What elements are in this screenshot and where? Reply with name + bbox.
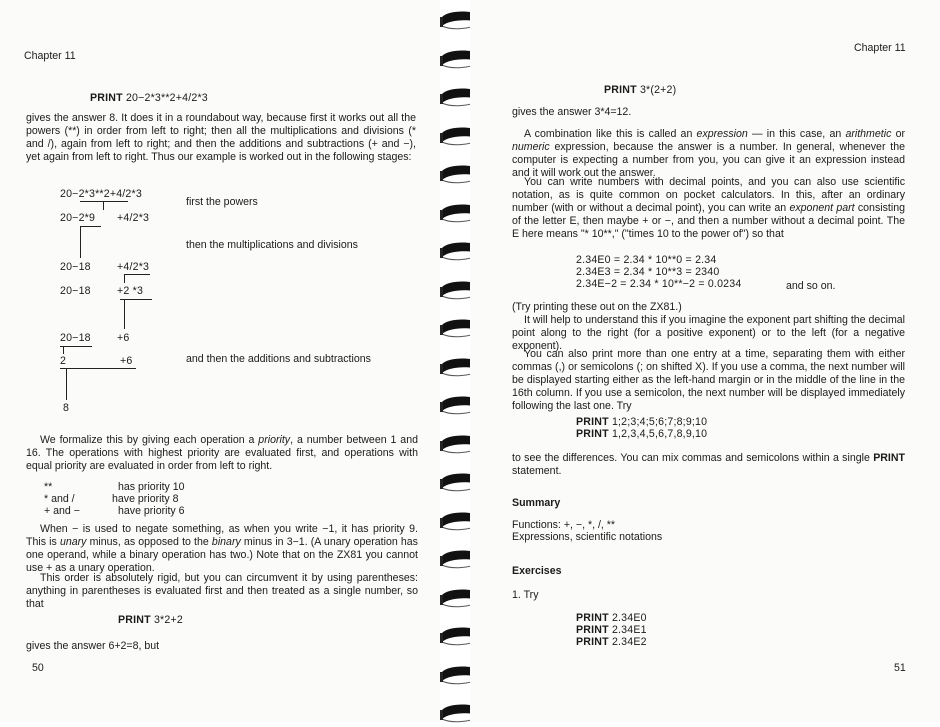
priority-value: has priority 10 <box>118 481 185 493</box>
bracket-line <box>103 201 104 210</box>
paragraph-separators: You can also print more than one entry at a time, separating them with either commas (,) or semicolons (; on shifted X). If you use a comma, the next number will be displayed starting either as the left-hand margin or in the middle of the line in the 16th column. If you use a semicolon, the next number will be displayed immediately following the last one. Try <box>512 348 905 412</box>
stage-4a: 20−18 <box>60 285 91 297</box>
bracket-line <box>124 274 150 275</box>
priority-value: have priority 8 <box>112 493 179 505</box>
priority-value: have priority 6 <box>118 505 185 517</box>
left-page <box>0 0 455 722</box>
print-command-3 <box>604 84 676 97</box>
bracket-line <box>124 274 125 283</box>
and-so-on: and so on. <box>786 280 836 292</box>
bracket-line <box>80 201 128 202</box>
chapter-header-left: Chapter 11 <box>24 50 76 62</box>
answer-line: gives the answer 3*4=12. <box>512 106 632 118</box>
paragraph-1: gives the answer 8. It does it in a roundabout way, because first it works out all the powers (**) in order from left to right; then all the multiplications and divisions (* and /), again from left to right; and then the additions and subtractions (+ and −), yet again from left to right. Thus our example is worked out in the following stages: <box>26 112 416 163</box>
summary-functions: Functions: +, −, *, /, ** <box>512 519 616 531</box>
summary-heading: Summary <box>512 497 561 509</box>
stage-7: 8 <box>63 402 70 414</box>
priority-op: * and / <box>44 493 75 505</box>
bracket-line <box>66 368 67 400</box>
print-command-5 <box>576 428 707 441</box>
print-keyword: PRINT <box>90 92 123 104</box>
stage-6a: 2 <box>60 355 67 367</box>
note-multiplications: then the multiplications and divisions <box>186 239 358 251</box>
exercises-heading: Exercises <box>512 565 562 577</box>
print-expression: 1;2;3;4;5;6;7;8;9;10 <box>611 416 708 428</box>
stage-1: 20−2*3**2+4/2*3 <box>60 188 142 200</box>
print-keyword: PRINT <box>118 614 151 626</box>
exercise-1: 1. Try <box>512 589 539 601</box>
bracket-line <box>63 346 64 354</box>
paragraph-answer: gives the answer 6+2=8, but <box>26 640 160 652</box>
paragraph-parentheses: This order is absolutely rigid, but you can circumvent it by using parentheses: anything in parentheses is evaluated first and then treated as a single number, so that <box>26 572 418 610</box>
stage-5a: 20−18 <box>60 332 91 344</box>
print-expression: 20−2*3**2+4/2*3 <box>125 92 208 104</box>
stage-4b: +2 *3 <box>117 285 144 297</box>
example-line: 2.34E0 = 2.34 * 10**0 = 2.34 <box>576 254 717 266</box>
print-keyword: PRINT <box>604 84 637 96</box>
bracket-line <box>80 226 81 258</box>
note-additions: and then the additions and subtractions <box>186 353 371 365</box>
exercise-command: PRINT 2.34E2 <box>576 636 647 648</box>
example-line: 2.34E3 = 2.34 * 10**3 = 2340 <box>576 266 720 278</box>
paragraph-mix: to see the differences. You can mix commas and semicolons within a single PRINT statement. <box>512 452 905 477</box>
print-expression: 3*2+2 <box>153 614 183 626</box>
stage-2a: 20−2*9 <box>60 212 96 224</box>
paragraph-exponent: It will help to understand this if you imagine the exponent part shifting the decimal point along to the right (for a positive exponent) or to the left (for a negative exponent). <box>512 314 906 352</box>
print-expression: 1,2,3,4,5,6,7,8,9,10 <box>611 428 708 440</box>
priority-op: + and − <box>44 505 80 517</box>
print-command-2 <box>118 614 183 627</box>
stage-3b: +4/2*3 <box>117 261 150 273</box>
right-page <box>470 0 940 722</box>
paragraph-try: (Try printing these out on the ZX81.) <box>512 301 682 313</box>
print-keyword: PRINT <box>576 428 609 440</box>
print-command-1 <box>90 92 208 105</box>
priority-op: ** <box>44 481 53 493</box>
bracket-line <box>124 299 125 329</box>
stage-2b: +4/2*3 <box>117 212 150 224</box>
paragraph-expression: A combination like this is called an expression — in this case, an arithmetic or numeric expression, because the answer is a number. In general, whenever the computer is expecting a number from you, you can give it an expression instead and it will work out the answer. <box>512 128 906 179</box>
exercise-command: PRINT 2.34E0 <box>576 612 647 624</box>
bracket-line <box>60 368 136 369</box>
paragraph-priority: We formalize this by giving each operation a priority, a number between 1 and 16. The operations with highest priority are evaluated first, and operations with equal priority are evaluated in order from left to right. <box>26 434 418 472</box>
stage-6b: +6 <box>120 355 133 367</box>
stage-5b: +6 <box>117 332 130 344</box>
exercise-command: PRINT 2.34E1 <box>576 624 647 636</box>
print-command-4 <box>576 416 707 429</box>
note-powers: first the powers <box>186 196 258 208</box>
bracket-line <box>80 226 101 227</box>
chapter-header-right: Chapter 11 <box>854 42 906 54</box>
example-line: 2.34E−2 = 2.34 * 10**−2 = 0.0234 <box>576 278 742 290</box>
print-expression: 3*(2+2) <box>639 84 677 96</box>
print-keyword: PRINT <box>576 416 609 428</box>
paragraph-unary: When − is used to negate something, as when you write −1, it has priority 9. This is unary minus, as opposed to the binary minus in 3−1. (A unary operation has one operand, while a binary operation has two.) Note that on the ZX81 you cannot use + as a unary operation. <box>26 523 418 574</box>
paragraph-scientific: You can write numbers with decimal points, and you can also use scientific notation, as is quite common on pocket calculators. In this, after an ordinary number (with or without a decimal point), you can write an exponent part consisting of the letter E, then maybe + or −, and then a number without a decimal point. The E here means "* 10**," ("times 10 to the power of") so that <box>512 176 905 240</box>
summary-expressions: Expressions, scientific notations <box>512 531 663 543</box>
bracket-line <box>60 346 92 347</box>
page-number-left: 50 <box>32 662 44 674</box>
stage-3a: 20−18 <box>60 261 91 273</box>
page-number-right: 51 <box>894 662 906 674</box>
